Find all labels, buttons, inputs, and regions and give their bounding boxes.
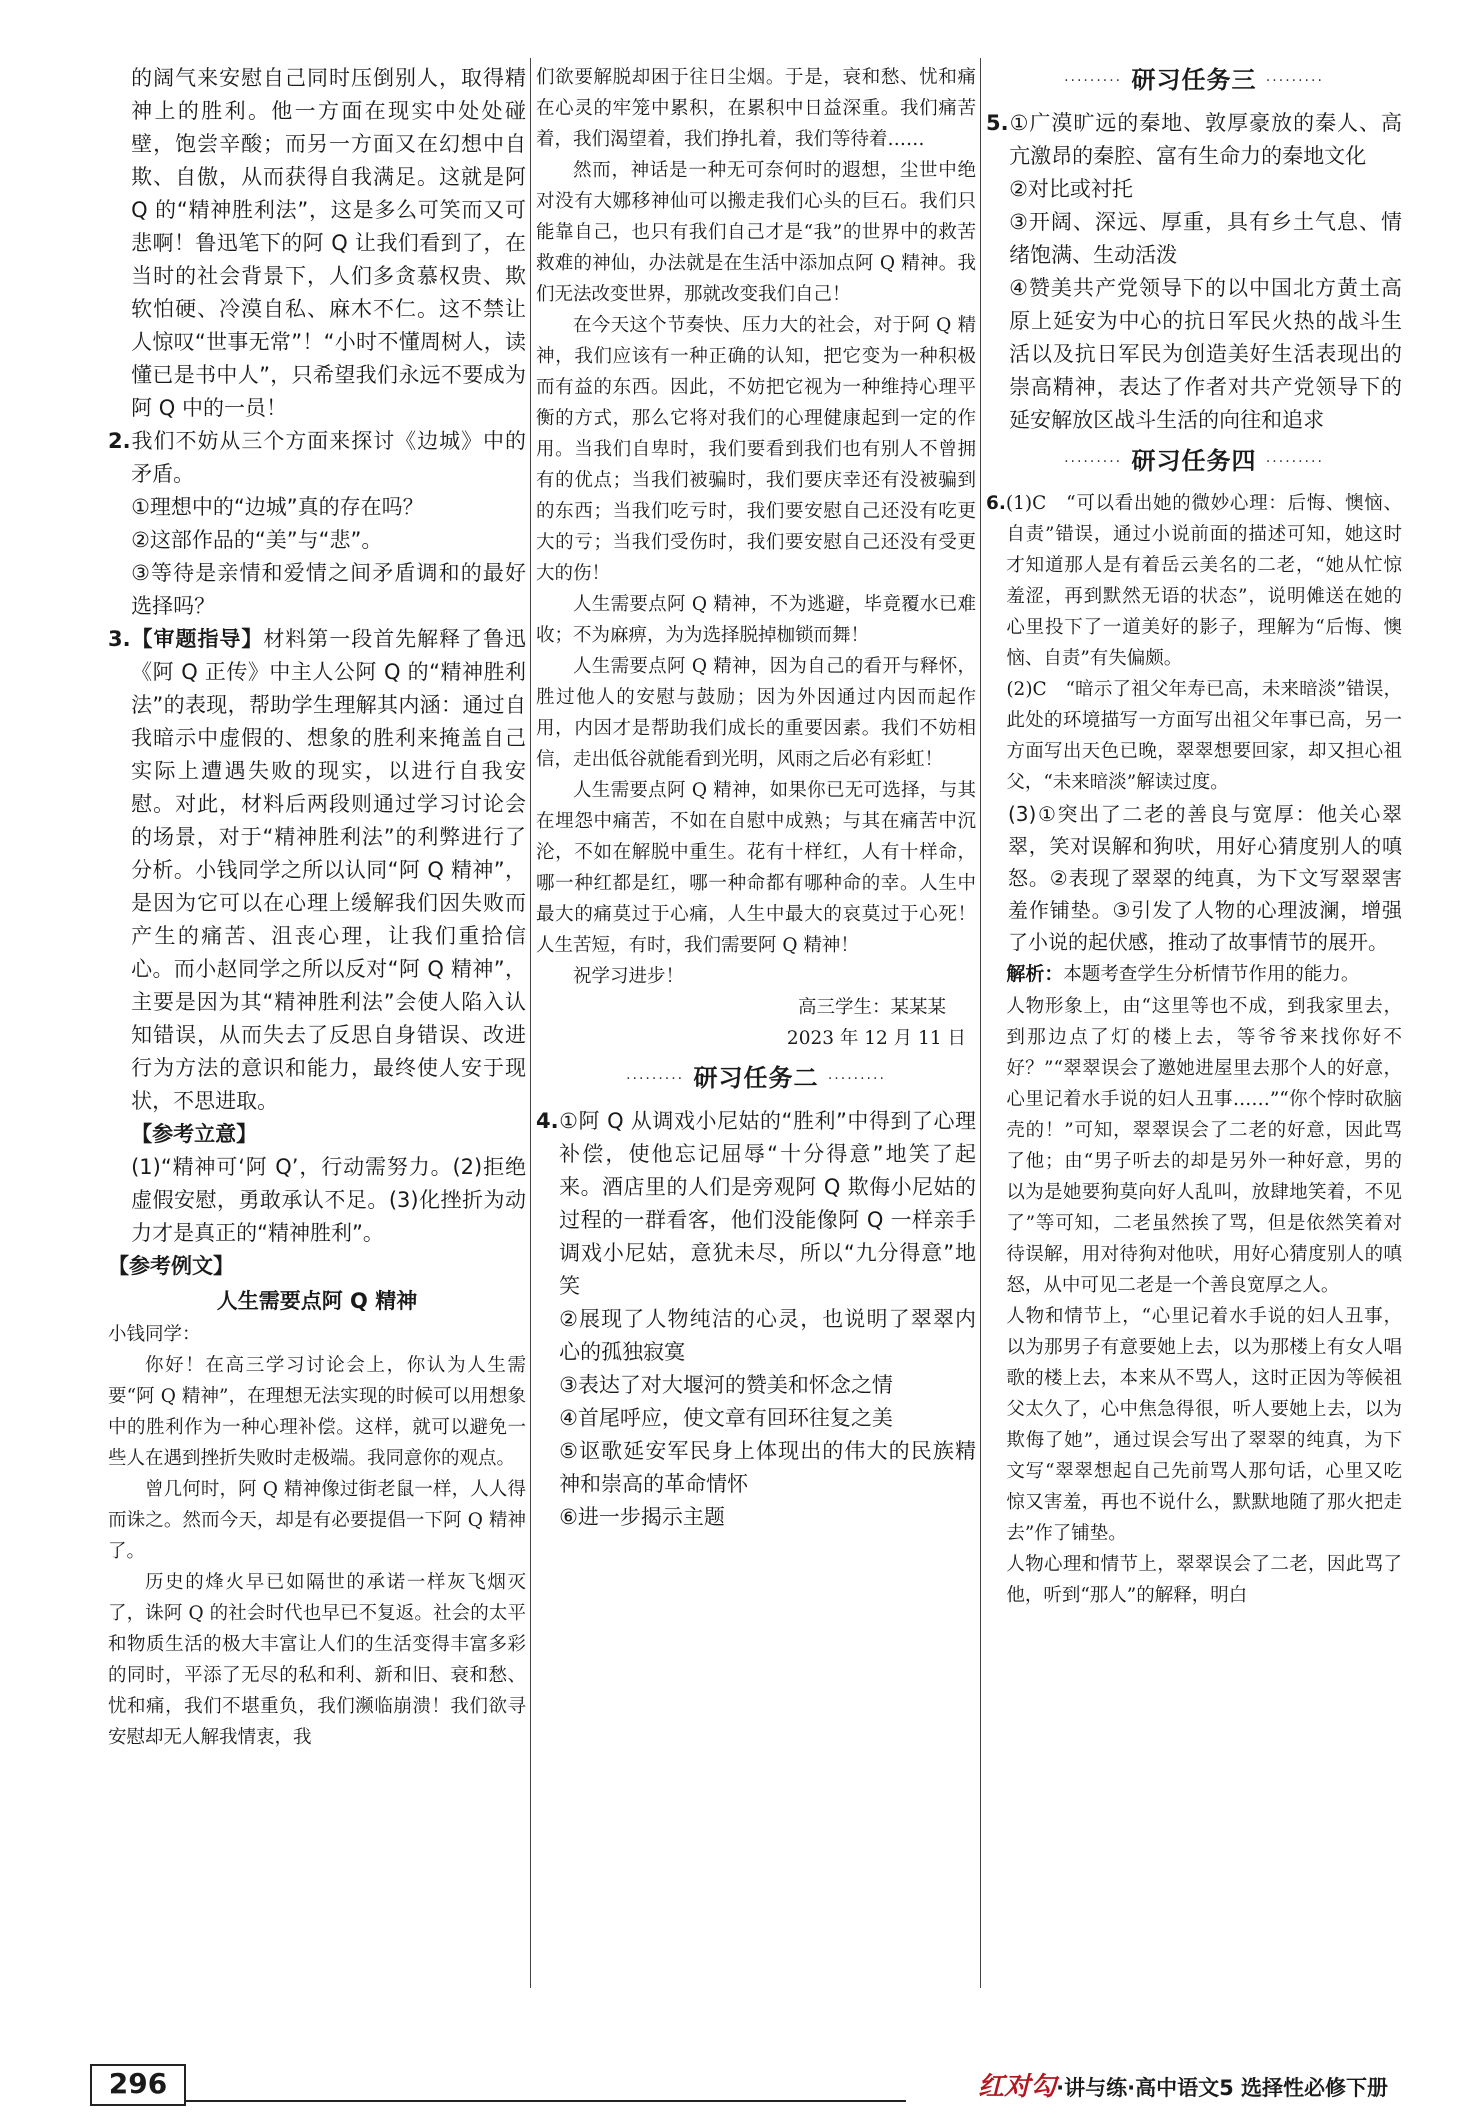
reference-idea-text: (1)“精神可‘阿 Q’，行动需努力。(2)拒绝虚假安慰，勇敢承认不足。(3)化挫折为动力才是真正的“精神胜利”。: [131, 1155, 526, 1245]
paragraph: 的阔气来安慰自己同时压倒别人，取得精神上的胜利。他一方面在现实中处处碰壁，饱尝辛酸；而另一方面又在幻想中自欺、自傲，从而获得自我满足。这就是阿 Q 的“精神胜利法”，这是多么可笑而又可悲啊！鲁迅笔下的阿 Q 让我们看到了，在当时的社会背景下，人们多贪慕权贵、欺软怕硬、冷漠自私、麻木不仁。这不禁让人惊叹“世事无常”！“小时不懂周树人，读懂已是书中人”，只希望我们永远不要成为阿 Q 中的一员！: [131, 66, 526, 420]
question-5-item: ②对比或衬托: [1009, 177, 1133, 201]
question-5-item: ④赞美共产党领导下的以中国北方黄土高原上延安为中心的抗日军民火热的战斗生活以及抗日军民为创造美好生活表现出的崇高精神，表达了作者对共产党领导下的延安解放区战斗生活的向往和追求: [1009, 276, 1402, 432]
question-6-part-2: (2)C “暗示了祖父年寿已高，未来暗淡”错误，此处的环境描写一方面写出祖父年事已高，另一方面写出天色已晚，翠翠想要回家，却又担心祖父，“未来暗淡”解读过度。: [1006, 679, 1402, 793]
question-2: 2.我们不妨从三个方面来探讨《边城》中的矛盾。: [108, 429, 526, 486]
essay-date: 2023 年 12 月 11 日: [786, 1028, 966, 1049]
question-2-item: ①理想中的“边城”真的存在吗？: [131, 495, 424, 519]
brand-logo: 红对勾: [978, 2072, 1057, 2102]
footer-rule: [186, 2100, 906, 2102]
section-heading-task-4: ········· 研习任务四 ·········: [1064, 447, 1324, 475]
essay-paragraph: 人生需要点阿 Q 精神，如果你已无可选择，与其在埋怨中痛苦，不如在自慰中成熟；与其在痛苦中沉沦，不如在解脱中重生。花有十样红，人有十样命，哪一种红都是红，哪一种命都有哪种命的幸。人生中最大的痛莫过于心痛，人生中最大的哀莫过于心死！人生苦短，有时，我们需要阿 Q 精神！: [536, 780, 976, 956]
reference-essay-label: 【参考例文】: [108, 1254, 234, 1278]
essay-paragraph: 在今天这个节奏快、压力大的社会，对于阿 Q 精神，我们应该有一种正确的认知，把它变为一种积极而有益的东西。因此，不妨把它视为一种维持心理平衡的方式，那么它将对我们的心理健康起到一定的作用。当我们自卑时，我们要看到我们也有别人不曾拥有的优点；当我们被骗时，我们要庆幸还有没被骗到的东西；当我们吃亏时，我们要安慰自己还没有吃更大的亏；当我们受伤时，我们要安慰自己还没有受更大的伤！: [536, 315, 976, 584]
analysis-paragraph: 人物形象上，由“这里等也不成，到我家里去，到那边点了灯的楼上去，等爷爷来找你好不好？”“翠翠误会了邀她进屋里去那个人的好意，心里记着水手说的妇人丑事……”“你个悖时砍脑壳的！”可知，翠翠误会了二老的好意，因此骂了他；由“男子听去的却是另外一种好意，男的以为是她要狗莫向好人乱叫，放肆地笑着，不见了”等可知，二老虽然挨了骂，但是依然笑着对待误解，用对待狗对他吠，用好心猜度别人的嗔怒，从中可见二老是一个善良宽厚之人。: [1006, 996, 1402, 1296]
question-2-item: ②这部作品的“美”与“悲”。: [131, 528, 383, 552]
essay-title: 人生需要点阿 Q 精神: [216, 1289, 418, 1313]
question-4-item: ⑥进一步揭示主题: [559, 1505, 725, 1529]
question-4-item: ③表达了对大堰河的赞美和怀念之情: [559, 1373, 893, 1397]
question-4-item: ②展现了人物纯洁的心灵，也说明了翠翠内心的孤独寂寞: [559, 1307, 976, 1364]
question-4-item: ⑤讴歌延安军民身上体现出的伟大的民族精神和崇高的革命情怀: [559, 1439, 976, 1496]
analysis-paragraph: 人物和情节上，“心里记着水手说的妇人丑事，以为那男子有意要她上去，以为那楼上有女人唱歌的楼上去，本来从不骂人，这时正因为等候祖父太久了，心中焦急得很，听人要她上去，以为欺侮了她”，通过误会写出了翠翠的纯真，为下文写“翠翠想起自己先前骂人那句话，心里又吃惊又害羞，再也不说什么，默默地随了那火把走去”作了铺垫。: [1006, 1306, 1402, 1544]
essay-signature: 高三学生：某某某: [797, 997, 946, 1018]
essay-paragraph: 曾几何时，阿 Q 精神像过街老鼠一样，人人得而诛之。然而今天，却是有必要提倡一下阿 Q 精神了。: [108, 1479, 526, 1562]
question-5: 5.①广漠旷远的秦地、敦厚豪放的秦人、高亢激昂的秦腔、富有生命力的秦地文化: [986, 111, 1402, 168]
question-6-part-3: (3)①突出了二老的善良与宽厚：他关心翠翠，笑对误解和狗吠，用好心猜度别人的嗔怒。②表现了翠翠的纯真，为下文写翠翠害羞作铺垫。③引发了人物的心理波澜，增强了小说的起伏感，推动了故事情节的展开。: [1008, 802, 1402, 954]
question-3: 3.【审题指导】材料第一段首先解释了鲁迅《阿 Q 正传》中主人公阿 Q 的“精神胜利法”的表现，帮助学生理解其内涵：通过自我暗示中虚假的、想象的胜利来掩盖自己实际上遭遇失败的现实，以进行自我安慰。对此，材料后两段则通过学习讨论会的场景，对于“精神胜利法”的利弊进行了分析。小钱同学之所以认同“阿 Q 精神”，是因为它可以在心理上缓解我们因失败而产生的痛苦、沮丧心理，让我们重拾信心。而小赵同学之所以反对“阿 Q 精神”，主要是因为其“精神胜利法”会使人陷入认知错误，从而失去了反思自身错误、改进行为方法的意识和能力，最终使人安于现状，不思进取。: [108, 627, 527, 1113]
question-4-item: ④首尾呼应，使文章有回环往复之美: [559, 1406, 893, 1430]
question-2-item: ③等待是亲情和爱情之间矛盾调和的最好选择吗？: [131, 561, 526, 618]
analysis: 解析：本题考查学生分析情节作用的能力。: [1006, 963, 1360, 985]
question-4: 4.①阿 Q 从调戏小尼姑的“胜利”中得到了心理补偿，使他忘记屈辱“十分得意”地笑了起来。酒店里的人们是旁观阿 Q 欺侮小尼姑的过程的一群看客，他们没能像阿 Q 一样亲手调戏小尼姑，意犹未尽，所以“九分得意”地笑: [536, 1109, 976, 1298]
column-left: [108, 62, 526, 2018]
section-heading-task-2: ········· 研习任务二 ·········: [626, 1064, 886, 1092]
column-middle: [536, 62, 976, 2018]
book-title: ·讲与练·高中语文5 选择性必修下册: [1056, 2076, 1388, 2100]
essay-salutation: 小钱同学：: [108, 1324, 201, 1345]
column-separator-1: [530, 58, 531, 1988]
essay-paragraph: 然而，神话是一种无可奈何时的遐想，尘世中绝对没有大娜移神仙可以搬走我们心头的巨石。我们只能靠自己，也只有我们自己才是“我”的世界中的救苦救难的神仙，办法就是在生活中添加点阿 Q 精神。我们无法改变世界，那就改变我们自己！: [536, 160, 976, 305]
essay-paragraph: 人生需要点阿 Q 精神，因为自己的看开与释怀，胜过他人的安慰与鼓励；因为外因通过内因而起作用，内因才是帮助我们成长的重要因素。我们不妨相信，走出低谷就能看到光明，风雨之后必有彩虹！: [536, 656, 976, 770]
essay-paragraph: 你好！在高三学习讨论会上，你认为人生需要“阿 Q 精神”，在理想无法实现的时候可以用想象中的胜利作为一种心理补偿。这样，就可以避免一些人在遇到挫折失败时走极端。我同意你的观点。: [108, 1355, 526, 1469]
essay-paragraph: 人生需要点阿 Q 精神，不为逃避，毕竟覆水已难收；不为麻痹，为为选择脱掉枷锁而舞！: [536, 594, 976, 646]
essay-paragraph: 们欲要解脱却困于往日尘烟。于是，衰和愁、忧和痛在心灵的牢笼中累积，在累积中日益深重。我们痛苦着，我们渴望着，我们挣扎着，我们等待着……: [536, 67, 976, 150]
section-heading-task-3: ········· 研习任务三 ·········: [1064, 66, 1324, 94]
page-number: 296: [90, 2064, 186, 2106]
essay-paragraph: 历史的烽火早已如隔世的承诺一样灰飞烟灭了，诛阿 Q 的社会时代也早已不复返。社会的太平和物质生活的极大丰富让人们的生活变得丰富多彩的同时，平添了无尽的私和利、新和旧、衰和愁、忧和痛，我们不堪重负，我们濒临崩溃！我们欲寻安慰却无人解我情衷，我: [108, 1572, 526, 1748]
column-separator-2: [980, 58, 981, 1988]
page-footer: [0, 2064, 1472, 2104]
analysis-paragraph: 人物心理和情节上，翠翠误会了二老，因此骂了他，听到“那人”的解释，明白: [1006, 1554, 1402, 1606]
question-5-item: ③开阔、深远、厚重，具有乡土气息、情绪饱满、生动活泼: [1009, 210, 1402, 267]
column-right: [986, 60, 1402, 2018]
essay-closing: 祝学习进步！: [573, 966, 685, 987]
reference-idea-label: 【参考立意】: [131, 1122, 258, 1146]
book-brand: [978, 2066, 1388, 2103]
question-6-part-1: 6.(1)C “可以看出她的微妙心理：后悔、懊恼、自责”错误，通过小说前面的描述可知，她这时才知道那人是有着岳云美名的二老，“她从忙惊羞涩，再到默然无语的状态”，说明傩送在她的心里投下了一道美好的影子，理解为“后悔、懊恼、自责”有失偏颇。: [986, 493, 1402, 669]
